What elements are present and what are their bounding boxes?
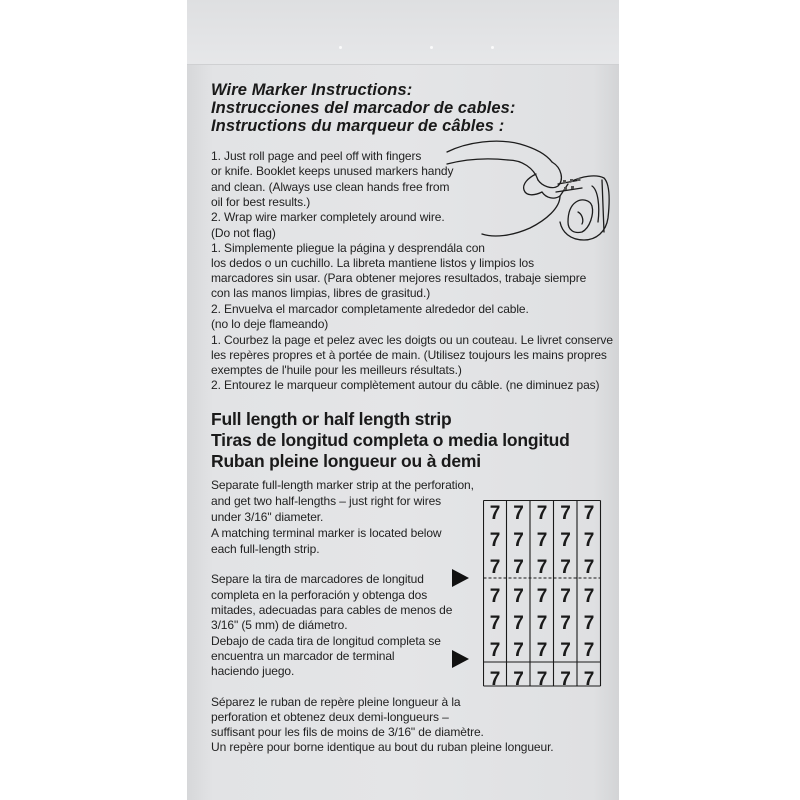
strip-text-en: under 3/16" diameter. xyxy=(211,510,324,524)
hand-peeling-marker-icon xyxy=(442,134,612,244)
strip-text-fr: Séparez le ruban de repère pleine longueur à la xyxy=(211,695,461,709)
perforation-hole xyxy=(339,46,342,49)
marker-digit: 7 xyxy=(489,586,501,607)
instruction-line: con las manos limpias, libres de grasitud.) xyxy=(211,286,431,300)
marker-digit: 7 xyxy=(560,669,571,690)
instruction-line: 2. Wrap wire marker completely around wire. xyxy=(211,210,445,224)
wire-marker-instruction-card xyxy=(187,0,619,800)
instruction-line: and clean. (Always use clean hands free from xyxy=(211,180,450,194)
strip-text-fr: suffisant pour les fils de moins de 3/16" de diamètre. xyxy=(211,725,484,739)
marker-digit: 7 xyxy=(513,613,524,634)
instruction-line: 2. Entourez le marqueur complètement autour du câble. (ne diminuez pas) xyxy=(211,378,600,392)
marker-digit: 7 xyxy=(583,557,595,578)
instruction-line: or knife. Booklet keeps unused markers handy xyxy=(211,164,454,178)
perforation-hole xyxy=(491,46,494,49)
marker-digit: 7 xyxy=(513,530,524,551)
marker-digit: 7 xyxy=(583,530,595,551)
marker-digit: 7 xyxy=(560,640,571,661)
marker-digit: 7 xyxy=(560,613,571,634)
marker-digit: 7 xyxy=(536,557,548,578)
instruction-line: marcadores sin usar. (Para obtener mejores resultados, trabaje siempre xyxy=(211,271,587,285)
strip-text-es: completa en la perforación y obtenga dos xyxy=(211,588,428,602)
heading-en: Wire Marker Instructions: xyxy=(211,81,413,99)
marker-digit: 7 xyxy=(489,669,501,690)
instruction-line: 1. Simplemente pliegue la página y desprendála con xyxy=(211,241,485,255)
marker-digit: 7 xyxy=(513,640,524,661)
marker-digit: 7 xyxy=(536,669,548,690)
marker-digit: 7 xyxy=(583,586,595,607)
marker-digit: 7 xyxy=(560,503,571,524)
strip-text-es: haciendo juego. xyxy=(211,664,295,678)
arrow-right-icon xyxy=(452,650,469,668)
strip-text-en: A matching terminal marker is located below xyxy=(211,526,442,540)
arrow-right-icon xyxy=(452,569,469,587)
marker-digit: 7 xyxy=(489,640,501,661)
marker-digit: 7 xyxy=(583,669,595,690)
strip-text-es: encuentra un marcador de terminal xyxy=(211,649,395,663)
marker-digit: 7 xyxy=(489,613,501,634)
card-top-band xyxy=(187,0,619,65)
instruction-line: oil for best results.) xyxy=(211,195,311,209)
strip-text-fr: perforation et obtenez deux demi-longueurs – xyxy=(211,710,449,724)
marker-digit: 7 xyxy=(489,557,501,578)
instruction-line: (no lo deje flameando) xyxy=(211,317,329,331)
instruction-line: 2. Envuelva el marcador completamente alrededor del cable. xyxy=(211,302,529,316)
marker-digit: 7 xyxy=(489,503,501,524)
strip-text-en: and get two half-lengths – just right for wires xyxy=(211,494,442,508)
marker-digit: 7 xyxy=(583,613,595,634)
instruction-line: los dedos o un cuchillo. La libreta mantiene listos y limpios los xyxy=(211,256,535,270)
strip-heading-fr: Ruban pleine longueur ou à demi xyxy=(211,451,481,471)
strip-text-es: Separe la tira de marcadores de longitud xyxy=(211,572,424,586)
strip-heading-en: Full length or half length strip xyxy=(211,409,452,429)
strip-text-fr: Un repère pour borne identique au bout du ruban pleine longueur. xyxy=(211,740,554,754)
instruction-line: exemptes de l'huile pour les meilleurs résultats.) xyxy=(211,363,462,377)
marker-digit: 7 xyxy=(513,557,524,578)
marker-digit: 7 xyxy=(513,669,524,690)
marker-digit: 7 xyxy=(536,503,548,524)
strip-text-es: Debajo de cada tira de longitud completa se xyxy=(211,634,441,648)
heading-fr: Instructions du marqueur de câbles : xyxy=(211,117,505,135)
instruction-line: (Do not flag) xyxy=(211,226,276,240)
strip-heading-es: Tiras de longitud completa o media longitud xyxy=(211,430,570,450)
marker-digit: 7 xyxy=(536,640,548,661)
strip-text-es: 3/16" (5 mm) de diámetro. xyxy=(211,618,348,632)
marker-digit: 7 xyxy=(513,503,524,524)
instruction-line: les repères propres et à portée de main. (Utilisez toujours les mains propres xyxy=(211,348,607,362)
marker-digit: 7 xyxy=(560,586,571,607)
marker-digit: 7 xyxy=(536,613,548,634)
instruction-line: 1. Just roll page and peel off with fingers xyxy=(211,149,422,163)
strip-text-en: Separate full-length marker strip at the perforation, xyxy=(211,478,474,492)
marker-digit: 7 xyxy=(560,530,571,551)
perforation-hole xyxy=(430,46,433,49)
marker-digit: 7 xyxy=(583,640,595,661)
marker-digit: 7 xyxy=(536,530,548,551)
marker-digit: 7 xyxy=(583,503,595,524)
marker-digit: 7 xyxy=(560,557,571,578)
strip-text-es: mitades, adecuadas para cables de menos de xyxy=(211,603,453,617)
instruction-line: 1. Courbez la page et pelez avec les doigts ou un couteau. Le livret conserve xyxy=(211,333,613,347)
heading-es: Instrucciones del marcador de cables: xyxy=(211,99,516,117)
marker-digit: 7 xyxy=(536,586,548,607)
strip-text-en: each full-length strip. xyxy=(211,542,320,556)
marker-digit: 7 xyxy=(489,530,501,551)
marker-digit: 7 xyxy=(513,586,524,607)
